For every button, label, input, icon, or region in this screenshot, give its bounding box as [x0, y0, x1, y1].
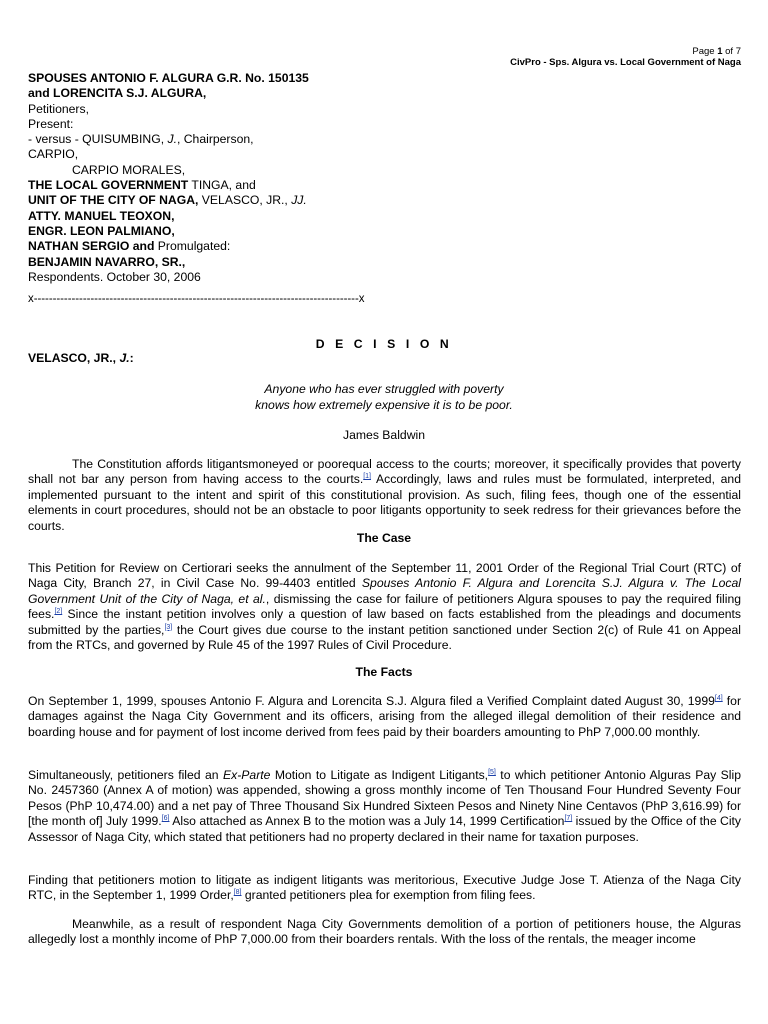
caption-line: ENGR. LEON PALMIANO, [28, 223, 175, 238]
epigraph [0, 382, 768, 413]
paragraph-facts-3: Finding that petitioners motion to litigate as indigent litigants was meritorious, Executive Judge Jose T. Atienza of the Naga City RTC, in the September 1, 1999 Order,[8] granted petitioners plea for exemption from filing fees. [28, 873, 741, 903]
caption-line: NATHAN SERGIO and Promulgated: [28, 239, 231, 254]
caption-line: and LORENCITA S.J. ALGURA, [28, 86, 207, 101]
section-heading-case: The Case [356, 531, 412, 545]
caption-line: SPOUSES ANTONIO F. ALGURA G.R. No. 150135 [28, 71, 309, 85]
footnote-link[interactable]: [7] [564, 815, 573, 823]
caption-line: - versus - QUISUMBING, J., Chairperson, [28, 132, 254, 147]
caption-line: CARPIO MORALES, [72, 162, 186, 177]
footnote-link[interactable]: [8] [233, 889, 242, 897]
epigraph-line: Anyone who has ever struggled with poverty [264, 382, 504, 396]
section-heading-facts: The Facts [355, 665, 413, 679]
paragraph-facts-1: On September 1, 1999, spouses Antonio F. Algura and Lorencita S.J. Algura filed a Verified Complaint dated August 30, 1999[4] for damages against the Naga City Government and its officers, arising from the alleged illegal demolition of their residence and boarding house and for payment of lost income derived from fees paid by their boarders amounting to PhP 7,000.00 monthly. [28, 694, 742, 739]
footnote-link[interactable]: [6] [161, 815, 170, 823]
caption-line: ATTY. MANUEL TEOXON, [28, 208, 175, 223]
caption-line: Petitioners, [28, 101, 89, 116]
caption-line: Respondents. October 30, 2006 [28, 269, 201, 284]
footnote-link[interactable]: [1] [363, 473, 372, 481]
page-number: Page 1 of 7 [692, 46, 741, 57]
footnote-link[interactable]: [4] [714, 695, 723, 702]
case-caption [28, 71, 628, 285]
page-header [510, 46, 741, 68]
separator-rule: x--------------------------------------------------------------------------------------x [28, 293, 365, 305]
footnote-link[interactable]: [3] [164, 623, 173, 631]
caption-line: CARPIO, [28, 147, 79, 162]
paragraph-facts-2: Simultaneously, petitioners filed an Ex-Parte Motion to Litigate as Indigent Litigants,[5] to which petitioner Antonio Alguras Pay Slip No. 2457360 (Annex A of motion) was appended, showing a gross monthly income of Ten Thousand Four Hundred Seventy Four Pesos (PhP 10,474.00) and a net pay of Three Thousand Six Hundred Sixteen Pesos and Ninety Nine Centavos (PhP 3,616.99) for [the month of] July 1999.[6] Also attached as Annex B to the motion was a July 14, 1999 Certification[7] issued by the Office of the City Assessor of Naga City, which stated that petitioners had no property declared in their name for taxation purposes. [28, 768, 742, 844]
decision-title: D E C I S I O N [315, 337, 453, 351]
footnote-link[interactable]: [2] [54, 608, 63, 616]
paragraph-intro: The Constitution affords litigantsmoneyed or poorequal access to the courts; moreover, it specifically provides that poverty shall not bar any person from having access to the courts.[1] Accordingly, laws and rules must be formulated, interpreted, and implemented pursuant to the intent and spirit of this constitutional provision. As such, filing fees, though one of the essential elements in court procedures, should not be an obstacle to poor litigants opportunity to seek redress for their grievances before the courts. [28, 457, 741, 533]
caption-line: UNIT OF THE CITY OF NAGA, VELASCO, JR., JJ. [28, 193, 307, 208]
epigraph-author: James Baldwin [343, 428, 425, 442]
caption-line: Present: [28, 116, 74, 131]
paragraph-facts-4: Meanwhile, as a result of respondent Naga City Governments demolition of a portion of petitioners house, the Alguras allegedly lost a monthly income of PhP 7,000.00 from their boarders rentals. With the loss of the rentals, the meager income [28, 917, 741, 947]
document-title: CivPro - Sps. Algura vs. Local Government of Naga [510, 57, 741, 68]
caption-line: THE LOCAL GOVERNMENT TINGA, and [28, 178, 256, 193]
footnote-link[interactable]: [5] [488, 769, 496, 776]
ponente: VELASCO, JR., J.: [28, 351, 134, 365]
epigraph-line: knows how extremely expensive it is to be poor. [255, 397, 513, 412]
caption-line: BENJAMIN NAVARRO, SR., [28, 254, 186, 269]
paragraph-case: This Petition for Review on Certiorari seeks the annulment of the September 11, 2001 Order of the Regional Trial Court (RTC) of Naga City, Branch 27, in Civil Case No. 99-4403 entitled Spouses Antonio F. Algura and Lorencita S.J. Algura v. The Local Government Unit of the City of Naga, et al., dismissing the case for failure of petitioners Algura spouses to pay the required filing fees.[2] Since the instant petition involves only a question of law based on facts established from the pleadings and documents submitted by the parties,[3] the Court gives due course to the instant petition sanctioned under Section 2(c) of Rule 41 on Appeal from the RTCs, and governed by Rule 45 of the 1997 Rules of Civil Procedure. [28, 561, 741, 653]
